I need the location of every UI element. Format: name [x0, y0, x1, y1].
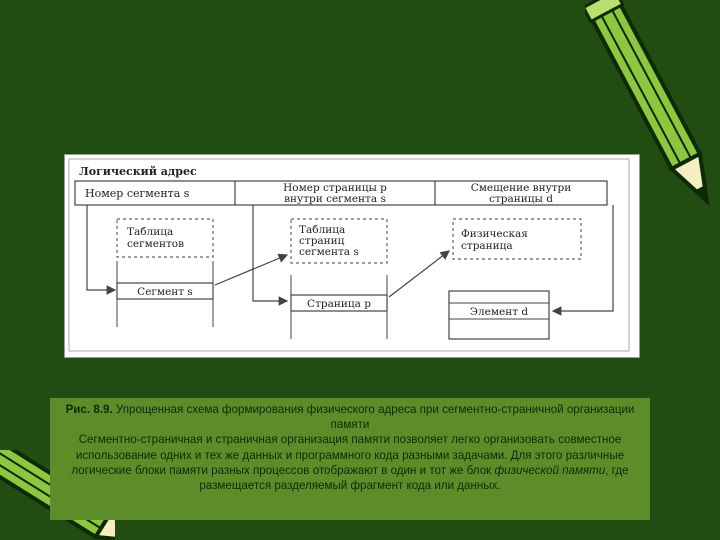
diagram-figure [64, 154, 640, 358]
physical-page-label-1: Физическая [461, 228, 528, 240]
segment-table-label-1: Таблица [127, 226, 174, 238]
logical-address-label: Логический адрес [79, 165, 197, 178]
figure-caption [50, 402, 650, 432]
page-number-label-1: Номер страницы p [283, 182, 387, 194]
offset-label-1: Смещение внутри [470, 182, 572, 194]
caption-body-part1: Сегментно-страничная и страничная организация памяти позволяет легко организовать совместное использование одних и тех же данных и программного кода разными задачами. Для этого различные логические блоки памяти разных процессов отображают в один и тот же блок [71, 433, 625, 477]
offset-label-2: страницы d [489, 193, 553, 205]
page-table-label-2: страниц [299, 235, 345, 247]
physical-page-label-2: страница [461, 240, 513, 252]
caption-title: Рис. 8.9. [65, 403, 113, 416]
caption-body-part2: , где размещается разделяемый фрагмент кода или данных. [199, 463, 629, 493]
segment-number-label: Номер сегмента s [85, 187, 190, 200]
segment-s-label: Сегмент s [137, 286, 193, 298]
page-table-label-1: Таблица [299, 224, 346, 236]
page-number-label-2: внутри сегмента s [284, 193, 386, 205]
caption-box [50, 398, 650, 520]
caption-title-rest: Упрощенная схема формирования физического адреса при сегментно-страничной организации памяти [112, 403, 635, 432]
segment-table-label-2: сегментов [127, 238, 185, 250]
element-d-label: Элемент d [469, 306, 529, 318]
caption-body-italic: физической памяти [494, 463, 606, 477]
page-p-label: Страница p [307, 298, 371, 310]
caption-body [50, 432, 650, 493]
page-table-label-3: сегмента s [299, 246, 359, 258]
